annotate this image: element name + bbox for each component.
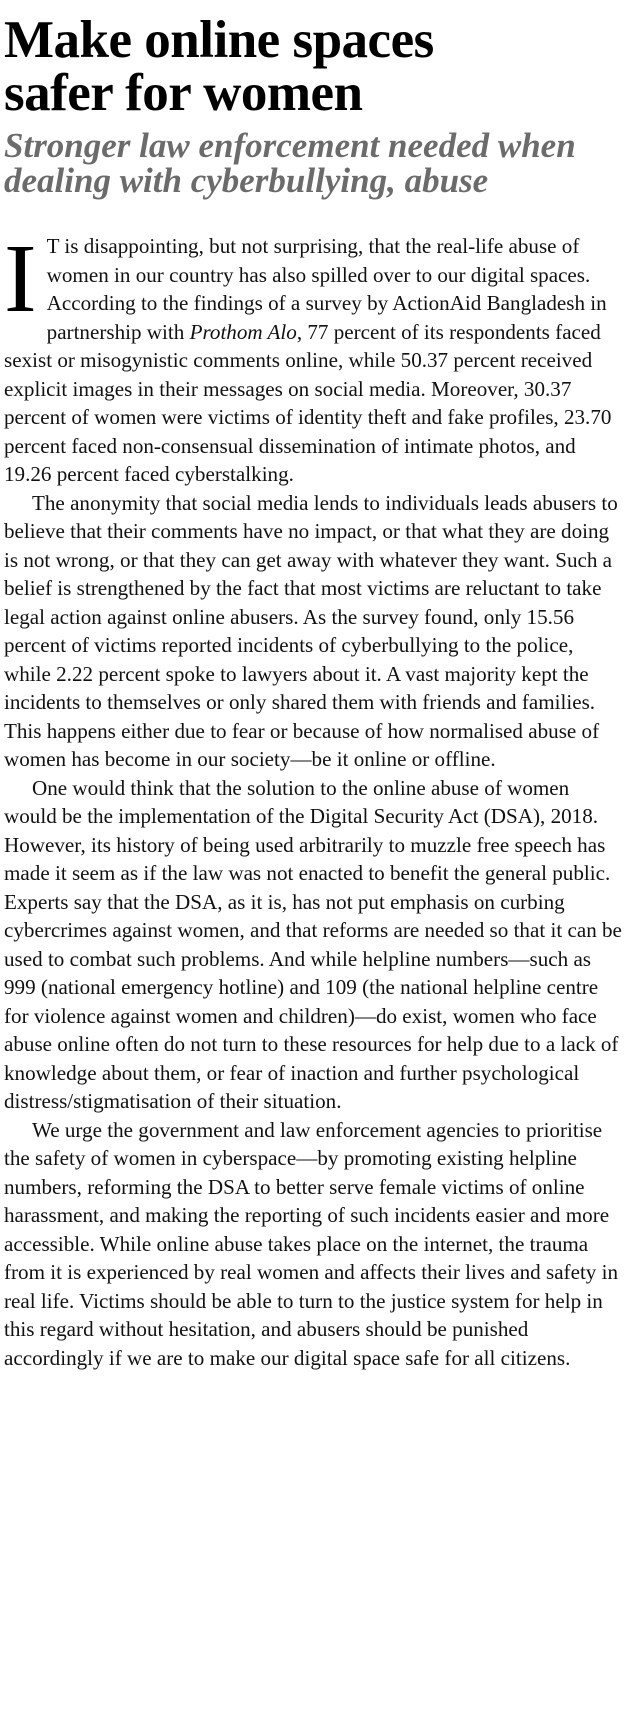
subheadline: Stronger law enforcement needed when dealing with cyberbullying, abuse xyxy=(4,126,576,200)
article-body xyxy=(4,225,625,1372)
paragraph-4: We urge the government and law enforcement agencies to prioritise the safety of women in cyberspace—by promoting existing helpline numbers, reforming the DSA to better serve female victims of online harassment, and making the reporting of such incidents easier and more accessible. While online abuse takes place on the internet, the trauma from it is experienced by real women and affects their lives and safety in real life. Victims should be able to turn to the justice system for help in this regard without hesitation, and abusers should be punished accordingly if we are to make our digital space safe for all citizens. xyxy=(4,1117,619,1370)
paragraph-3: One would think that the solution to the online abuse of women would be the implementation of the Digital Security Act (DSA), 2018. However, its history of being used arbitrarily to muzzle free speech has made it seem as if the law was not enacted to benefit the general public. Experts say that the DSA, as it is, has not put emphasis on curbing cybercrimes against women, and that reforms are needed so that it can be used to combat such problems. And while helpline numbers—such as 999 (national emergency hotline) and 109 (the national helpline centre for violence against women and children)—do exist, women who face abuse online often do not turn to these resources for help due to a lack of knowledge about them, or fear of inaction and further psychological distress/stigmatisation of their situation. xyxy=(4,775,622,1113)
paragraph-2: The anonymity that social media lends to individuals leads abusers to believe that their comments have no impact, or that what they are doing is not wrong, or that they can get away with whatever they want. Such a belief is strengthened by the fact that most victims are reluctant to take legal action against online abusers. As the survey found, only 15.56 percent of victims reported incidents of cyberbullying to the police, while 2.22 percent spoke to lawyers about it. A vast majority kept the incidents to themselves or only shared them with friends and families. This happens either due to fear or because of how normalised abuse of women has become in our society—be it online or offline. xyxy=(4,490,618,771)
editorial-article xyxy=(4,12,625,1372)
newspaper-name: Prothom Alo xyxy=(189,319,297,344)
paragraph-1-text-b: , 77 percent of its respondents faced sexist or misogynistic comments online, while 50.37 percent received explicit images in their messages on social media. Moreover, 30.37 percent of women were victims of identity theft and fake profiles, 23.70 percent faced non-consensual dissemination of intimate photos, and 19.26 percent faced cyberstalking. xyxy=(4,319,612,486)
paragraph-1 xyxy=(4,225,625,489)
headline-line-2: safer for women xyxy=(4,64,363,122)
headline-line-1: Make online spaces xyxy=(4,11,434,69)
headline xyxy=(4,12,625,120)
paragraph-1-text-a: T is disappointing, but not surprising, that the real-life abuse of women in our country has also spilled over to our digital spaces. According to the findings of a survey by ActionAid Bangladesh in partnership with xyxy=(46,234,607,344)
drop-cap: I xyxy=(4,225,37,333)
